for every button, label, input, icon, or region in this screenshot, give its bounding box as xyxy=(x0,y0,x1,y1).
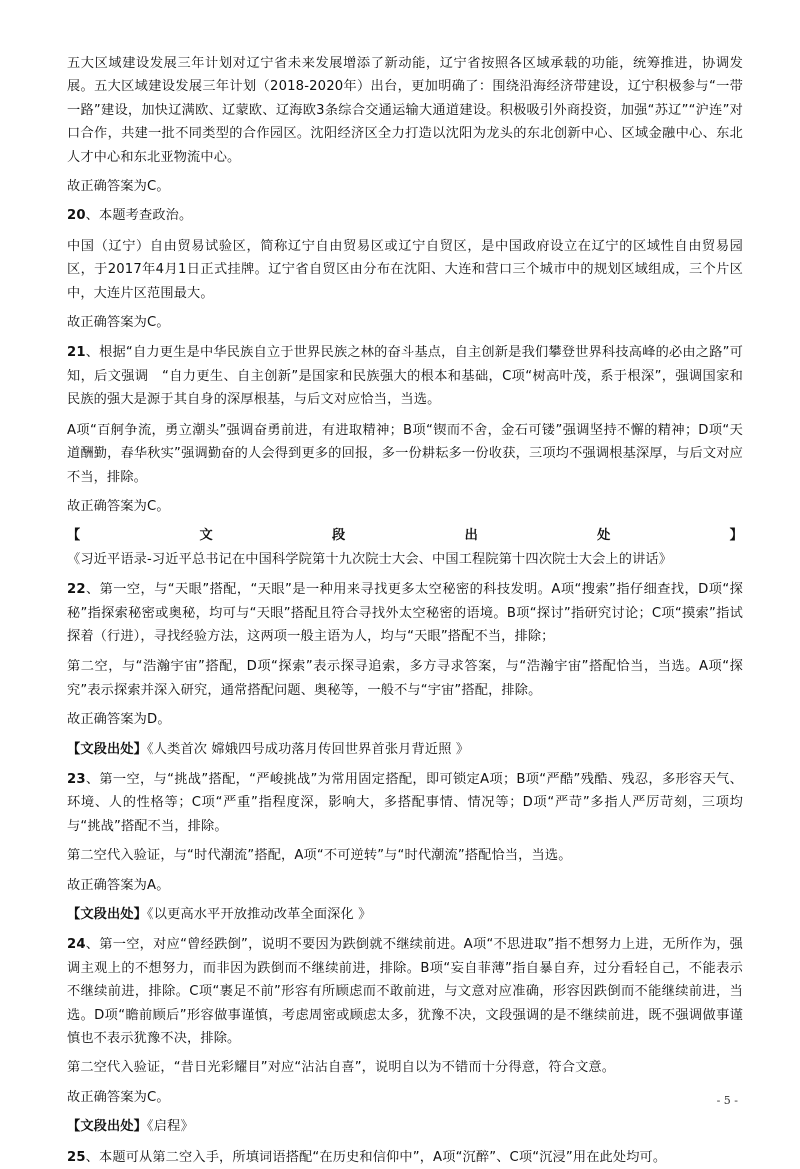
question-22 xyxy=(67,578,743,648)
question-number: 23 xyxy=(67,771,86,787)
answer-line: 故正确答案为C。 xyxy=(67,179,170,195)
paragraph: 第二空代入验证，“昔日光彩耀目”对应“沾沾自喜”，说明自以为不错而十分得意，符合文意。 xyxy=(67,1060,616,1076)
source-tag: 【文段出处】 xyxy=(67,741,148,757)
question-number: 22 xyxy=(67,582,86,598)
question-number: 21 xyxy=(67,345,86,361)
question-number: 20 xyxy=(67,208,86,224)
source-tag: 【文段出处】 xyxy=(67,907,148,922)
page-number: - 5 - xyxy=(716,1094,738,1107)
answer-line: 故正确答案为D。 xyxy=(67,712,171,728)
source-title: 《启程》 xyxy=(147,1119,194,1135)
answer-line: 故正确答案为C。 xyxy=(67,498,170,514)
source-title: 《以更高水平开放推动改革全面深化 》 xyxy=(147,907,372,922)
source-title: 《人类首次 嫦娥四号成功落月传回世界首张月背近照 》 xyxy=(147,741,470,757)
paragraph: 中国（辽宁）自由贸易试验区，简称辽宁自由贸易区或辽宁自贸区，是中国政府设立在辽宁的区域性自由贸易园区，于2017年4月1日正式挂牌。辽宁省自贸区由分布在沈阳、大连和营口三个城市中的规划区域组成，三个片区中，大连片区范围最大。 xyxy=(67,238,743,301)
question-number: 24 xyxy=(67,937,86,953)
paragraph: 第二空，与“浩瀚宇宙”搭配，D项“探索”表示探寻追索，多方寻求答案，与“浩瀚宇宙”搭配恰当，当选。A项“探究”表示探索并深入研究，通常搭配问题、奥秘等，一般不与“宇宙”搭配，排除。 xyxy=(67,659,743,698)
source-note xyxy=(67,738,743,761)
question-25 xyxy=(67,1146,743,1169)
question-text: 、根据“自力更生是中华民族自立于世界民族之林的奋斗基点，自主创新是我们攀登世界科技高峰的必由之路”可知，后文强调 “自力更生、自主创新”是国家和民族强大的根本和基础，C项“树高叶茂，系于根深”，强调国家和民族的强大是源于其自身的深厚根基，与后文对应恰当，当选。 xyxy=(67,345,743,408)
question-text: 、本题考查政治。 xyxy=(85,208,193,224)
paragraph: 第二空代入验证，与“时代潮流”搭配，A项“不可逆转”与“时代潮流”搭配恰当，当选。 xyxy=(67,848,572,864)
question-text: 、第一空，与“天眼”搭配，“天眼”是一种用来寻找更多太空秘密的科技发明。A项“搜索”指仔细查找，D项“探秘”指探索秘密或奥秘，均可与“天眼”搭配且符合寻找外太空秘密的语境。B项“探讨”指研究讨论；C项“摸索”指试探着（行进），寻找经验方法，这两项一般主语为人，均与“天眼”搭配不当，排除； xyxy=(67,582,743,644)
source-title: 《习近平语录-习近平总书记在中国科学院第十九次院士大会、中国工程院第十四次院士大会上的讲话》 xyxy=(67,551,673,567)
question-number: 25 xyxy=(67,1149,86,1165)
question-text: 、第一空，对应“曾经跌倒”，说明不要因为跌倒就不继续前进。A项“不思进取”指不想努力上进，无所作为，强调主观上的不想努力，而非因为跌倒而不继续前进，排除。B项“妄自菲薄”指自暴自弃，过分看轻自己，不能表示不继续前进，排除。C项“裹足不前”形容有所顾虑而不敢前进，与文意对应准确，形容因跌倒而不能继续前进，当选。D项“瞻前顾后”形容做事谨慎，考虑周密或顾虑太多，犹豫不决，文段强调的是不继续前进，既不强调做事谨慎也不表示犹豫不决，排除。 xyxy=(67,937,743,1047)
question-text: 、第一空，与“挑战”搭配，“严峻挑战”为常用固定搭配，即可锁定A项；B项“严酷”残酷、残忍，多形容天气、环境、人的性格等；C项“严重”指程度深，影响大，多搭配事情、情况等；D项“严苛”多指人严厉苛刻，三项均与“挑战”搭配不当，排除。 xyxy=(67,771,743,834)
paragraph: 五大区域建设发展三年计划对辽宁省未来发展增添了新动能，辽宁省按照各区域承载的功能，统筹推进，协调发展。五大区域建设发展三年计划（2018-2020年）出台，更加明确了：围绕沿海经济带建设，辽宁积极参与“一带一路”建设，加快辽满欧、辽蒙欧、辽海欧3条综合交通运输大通道建设。积极吸引外商投资，加强“苏辽”“沪连”对口合作，共建一批不同类型的合作园区。沈阳经济区全力打造以沈阳为龙头的东北创新中心、区域金融中心、东北人才中心和东北亚物流中心。 xyxy=(67,56,743,165)
source-tag: 【文段出处】 xyxy=(67,1119,148,1135)
question-21 xyxy=(67,341,743,411)
question-20-heading xyxy=(67,204,743,227)
answer-line: 故正确答案为C。 xyxy=(67,1089,170,1105)
question-24 xyxy=(67,933,743,1050)
source-note xyxy=(67,903,743,926)
question-23 xyxy=(67,768,743,838)
question-text: 、本题可从第二空入手，所填词语搭配“在历史和信仰中”，A项“沉醉”、C项“沉浸”用在此处均可。 xyxy=(85,1149,667,1165)
paragraph: A项“百舸争流，勇立潮头”强调奋勇前进，有进取精神；B项“锲而不舍，金石可镂”强调坚持不懈的精神；D项“天道酬勤，春华秋实”强调勤奋的人会得到更多的回报，多一份耕耘多一份收获，三项均不强调根基深厚，与后文对应不当，排除。 xyxy=(67,422,743,485)
source-note xyxy=(67,1115,743,1138)
source-tag: 【文段出处】 xyxy=(67,528,743,544)
source-note xyxy=(67,524,743,571)
answer-line: 故正确答案为C。 xyxy=(67,315,170,331)
answer-line: 故正确答案为A。 xyxy=(67,877,170,893)
page-content xyxy=(67,52,743,1169)
